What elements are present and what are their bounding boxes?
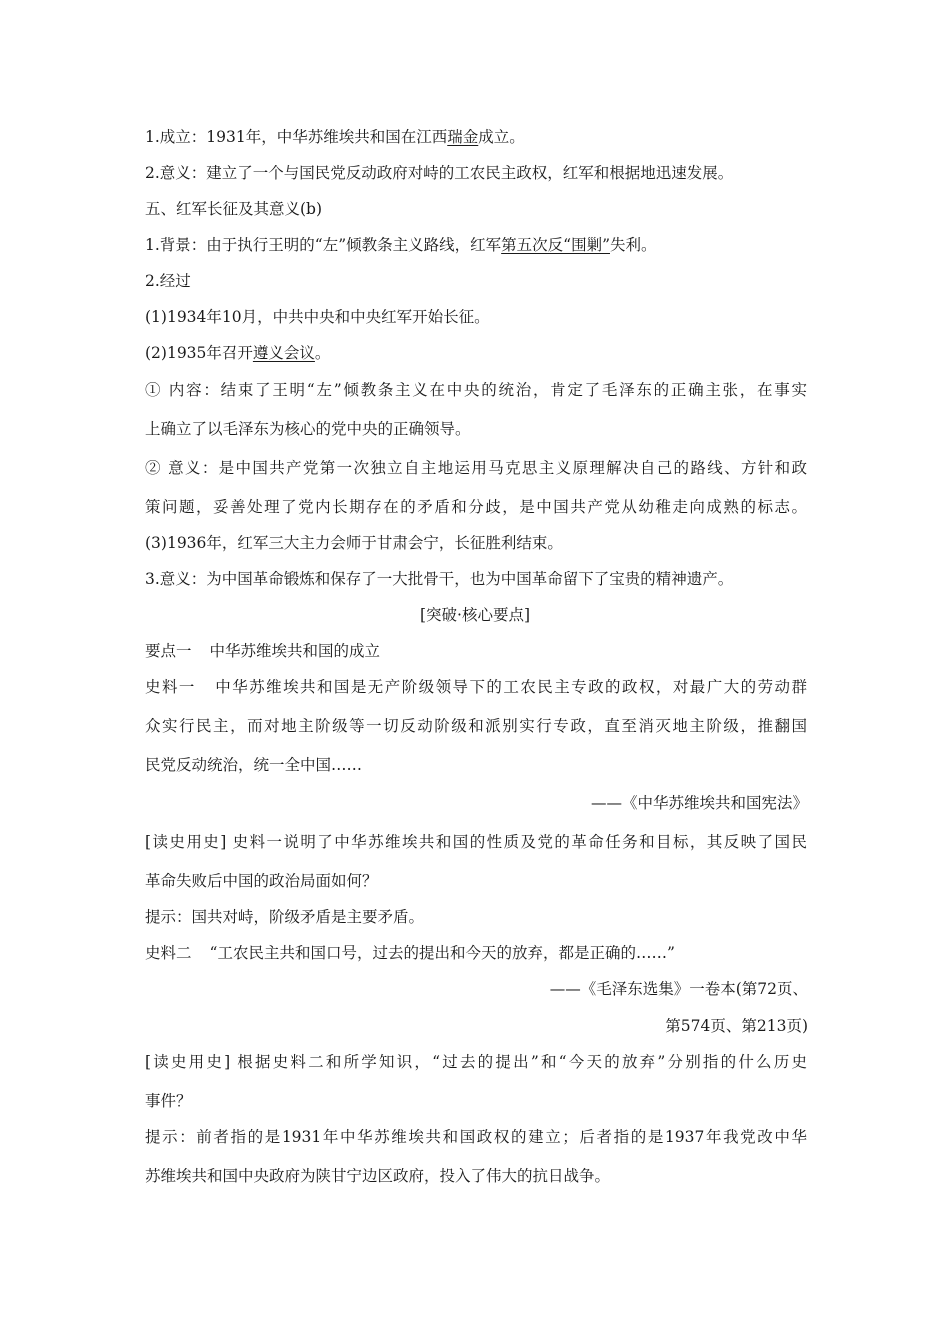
text-line: 事件？ xyxy=(145,1092,192,1110)
text-line xyxy=(145,235,657,255)
key-point-title: 中华苏维埃共和国的成立 xyxy=(209,642,381,660)
text-span: 成立。 xyxy=(478,128,525,146)
text-line: 2.经过 xyxy=(145,272,191,290)
text-line: ② 意义：是中国共产党第一次独立自主地运用马克思主义原理解决自己的路线、方针和政 xyxy=(145,459,807,477)
underlined-term: 遵义会议 xyxy=(252,344,315,362)
text-line: [读史用史] 根据史料二和所学知识，“过去的提出”和“今天的放弃”分别指的什么历史 xyxy=(145,1053,807,1071)
text-line: 众实行民主，而对地主阶级等一切反动阶级和派别实行专政，直至消灭地主阶级，推翻国 xyxy=(145,717,807,735)
key-point-heading xyxy=(145,641,380,661)
text-span: 中华苏维埃共和国是无产阶级领导下的工农民主专政的政权，对最广大的劳动群 xyxy=(213,678,807,696)
text-line: 苏维埃共和国中央政府为陕甘宁边区政府，投入了伟大的抗日战争。 xyxy=(145,1167,611,1185)
text-line xyxy=(145,943,675,963)
section-banner: [突破·核心要点] xyxy=(419,606,531,624)
text-line: 革命失败后中国的政治局面如何？ xyxy=(145,872,378,890)
text-span: 1.背景：由于执行王明的“左”倾教条主义路线，红军 xyxy=(145,236,502,254)
text-line: 民党反动统治，统一全中国…… xyxy=(145,756,363,774)
underlined-term: 第五次反“围剿” xyxy=(501,236,610,254)
text-line xyxy=(145,677,807,697)
text-line: ① 内容：结束了王明“左”倾教条主义在中央的统治，肯定了毛泽东的正确主张，在事实 xyxy=(145,381,807,399)
text-line: (3)1936年，红军三大主力会师于甘肃会宁，长征胜利结束。 xyxy=(145,534,563,552)
hint-line: 提示：国共对峙，阶级矛盾是主要矛盾。 xyxy=(145,908,425,926)
key-point-label: 要点一 xyxy=(145,642,192,660)
text-line: 上确立了以毛泽东为核心的党中央的正确领导。 xyxy=(145,420,471,438)
source-label: 史料二 xyxy=(145,944,192,962)
section-heading: 五、红军长征及其意义(b) xyxy=(145,200,323,218)
text-line: 3.意义：为中国革命锻炼和保存了一大批骨干，也为中国革命留下了宝贵的精神遗产。 xyxy=(145,570,734,588)
hint-line: 提示：前者指的是1931年中华苏维埃共和国政权的建立；后者指的是1937年我党改中华 xyxy=(145,1128,807,1146)
text-line: (1)1934年10月，中共中央和中央红军开始长征。 xyxy=(145,308,490,326)
citation: 第574页、第213页) xyxy=(665,1017,808,1035)
text-line: [读史用史] 史料一说明了中华苏维埃共和国的性质及党的革命任务和目标，其反映了国民 xyxy=(145,833,807,851)
citation: ——《中华苏维埃共和国宪法》 xyxy=(590,794,808,812)
citation: ——《毛泽东选集》一卷本(第72页、 xyxy=(549,980,808,998)
underlined-term: 瑞金 xyxy=(447,128,479,146)
text-line: 策问题，妥善处理了党内长期存在的矛盾和分歧，是中国共产党从幼稚走向成熟的标志。 xyxy=(145,498,807,516)
text-line xyxy=(145,127,525,147)
text-line xyxy=(145,343,330,363)
text-span: “工农民主共和国口号，过去的提出和今天的放弃，都是正确的……” xyxy=(209,944,675,962)
text-line: 2.意义：建立了一个与国民党反动政府对峙的工农民主政权，红军和根据地迅速发展。 xyxy=(145,164,734,182)
text-span: (2)1935年召开 xyxy=(145,344,253,362)
text-span: 。 xyxy=(314,344,331,362)
text-span: 1.成立：1931年，中华苏维埃共和国在江西 xyxy=(145,128,448,146)
source-label: 史料一 xyxy=(145,678,196,696)
text-span: 失利。 xyxy=(610,236,657,254)
